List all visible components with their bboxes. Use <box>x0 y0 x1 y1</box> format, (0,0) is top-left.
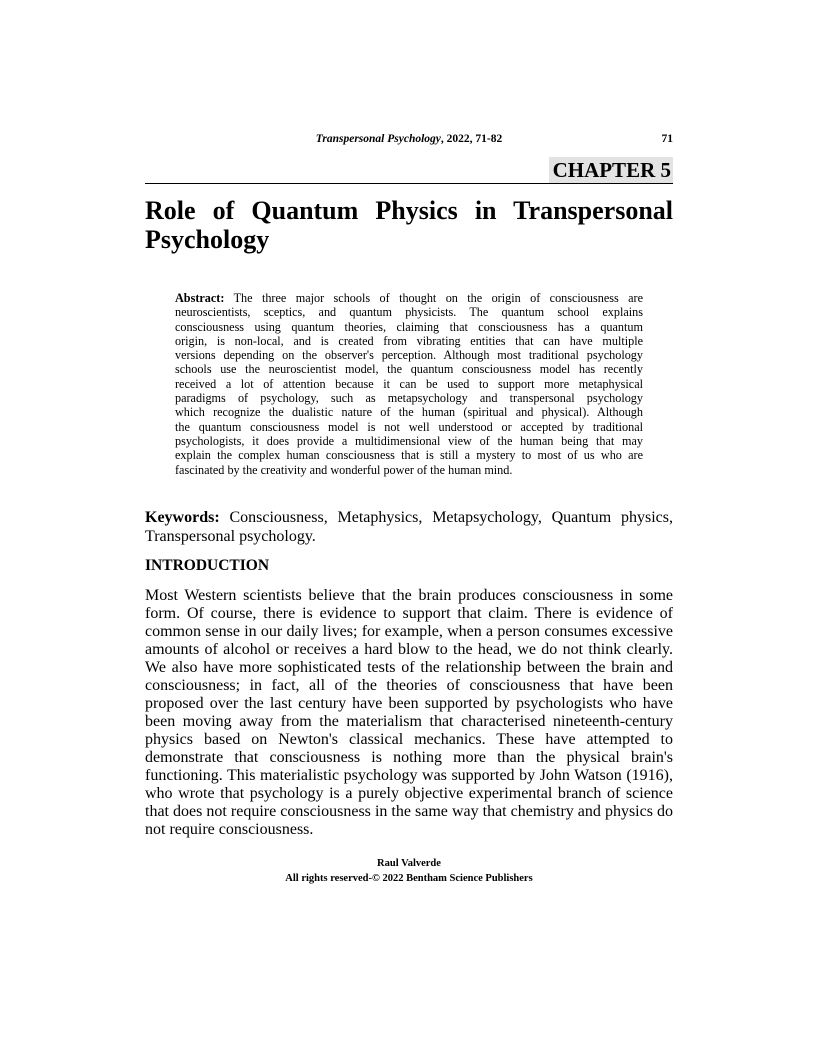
body-line: We also have more sophisticated tests of the relationship between the brain and <box>145 659 673 676</box>
author: Raul Valverde <box>377 858 441 869</box>
body-text <box>145 587 673 839</box>
abstract-line: fascinated by the creativity and wonderful power of the human mind. <box>175 462 513 477</box>
abstract <box>175 291 643 477</box>
section-heading: INTRODUCTION <box>145 557 270 574</box>
chapter-title <box>145 196 673 254</box>
abstract-line: explain the complex human consciousness that is still a mystery to most of us who are <box>175 448 643 463</box>
body-line: been moving away from the materialism that characterised nineteenth-century <box>145 713 673 730</box>
body-line: amounts of alcohol or receives a hard blow to the head, we do not think clearly. <box>145 641 673 658</box>
abstract-line: neuroscientists, sceptics, and quantum physicists. The quantum school explains <box>175 305 643 320</box>
title-line: Role of Quantum Physics in Transpersonal <box>145 196 673 225</box>
copyright: All rights reserved-© 2022 Bentham Science Publishers <box>285 873 533 884</box>
abstract-label: Abstract: <box>175 291 225 305</box>
abstract-line <box>175 291 643 305</box>
footer <box>145 856 673 886</box>
body-line: form. Of course, there is evidence to support that claim. There is evidence of <box>145 605 673 622</box>
body-line: who wrote that psychology is a purely objective experimental branch of science <box>145 785 673 802</box>
keywords <box>145 509 673 546</box>
abstract-line: which recognize the dualistic nature of the human (spiritual and physical). Although <box>175 405 643 420</box>
running-header <box>145 133 673 145</box>
keywords-text: Transpersonal psychology. <box>145 527 316 545</box>
body-line: Most Western scientists believe that the brain produces consciousness in some <box>145 587 673 604</box>
keywords-label: Keywords: <box>145 509 220 526</box>
keywords-text: Consciousness, Metaphysics, Metapsychology, Quantum physics, <box>219 509 673 526</box>
page-number: 71 <box>661 133 673 145</box>
abstract-line: versions depending on the observer's perception. Although most traditional psychology <box>175 348 643 363</box>
body-line: functioning. This materialistic psychology was supported by John Watson (1916), <box>145 767 673 784</box>
abstract-line: received a lot of attention because it can be used to support more metaphysical <box>175 376 643 391</box>
abstract-text: The three major schools of thought on the origin of consciousness are <box>224 291 643 305</box>
chapter-label: CHAPTER 5 <box>549 157 673 183</box>
citation: , 2022, 71-82 <box>440 133 503 145</box>
abstract-line: the quantum consciousness model is not well understood or accepted by traditional <box>175 419 643 434</box>
body-line: demonstrate that consciousness is nothing more than the physical brain's <box>145 749 673 766</box>
body-line: consciousness; in fact, all of the theories of consciousness that have been <box>145 677 673 694</box>
abstract-line: origin, is non-local, and is created from vibrating entities that can have multiple <box>175 333 643 348</box>
abstract-line: psychologists, it does provide a multidimensional view of the human being that may <box>175 433 643 448</box>
body-line: that does not require consciousness in the same way that chemistry and physics do <box>145 803 673 820</box>
body-line: not require consciousness. <box>145 821 314 838</box>
body-line: common sense in our daily lives; for example, when a person consumes excessive <box>145 623 673 640</box>
header-rule <box>145 183 673 184</box>
body-line: physics based on Newton's classical mechanics. These have attempted to <box>145 731 673 748</box>
title-line: Psychology <box>145 225 270 254</box>
journal-name: Transpersonal Psychology <box>315 133 441 145</box>
abstract-line: schools use the neuroscientist model, the quantum consciousness model has recently <box>175 362 643 377</box>
abstract-line: consciousness using quantum theories, claiming that consciousness has a quantum <box>175 319 643 334</box>
abstract-line: paradigms of psychology, such as metapsychology and transpersonal psychology <box>175 391 643 406</box>
body-line: proposed over the last century have been supported by psychologists who have <box>145 695 673 712</box>
